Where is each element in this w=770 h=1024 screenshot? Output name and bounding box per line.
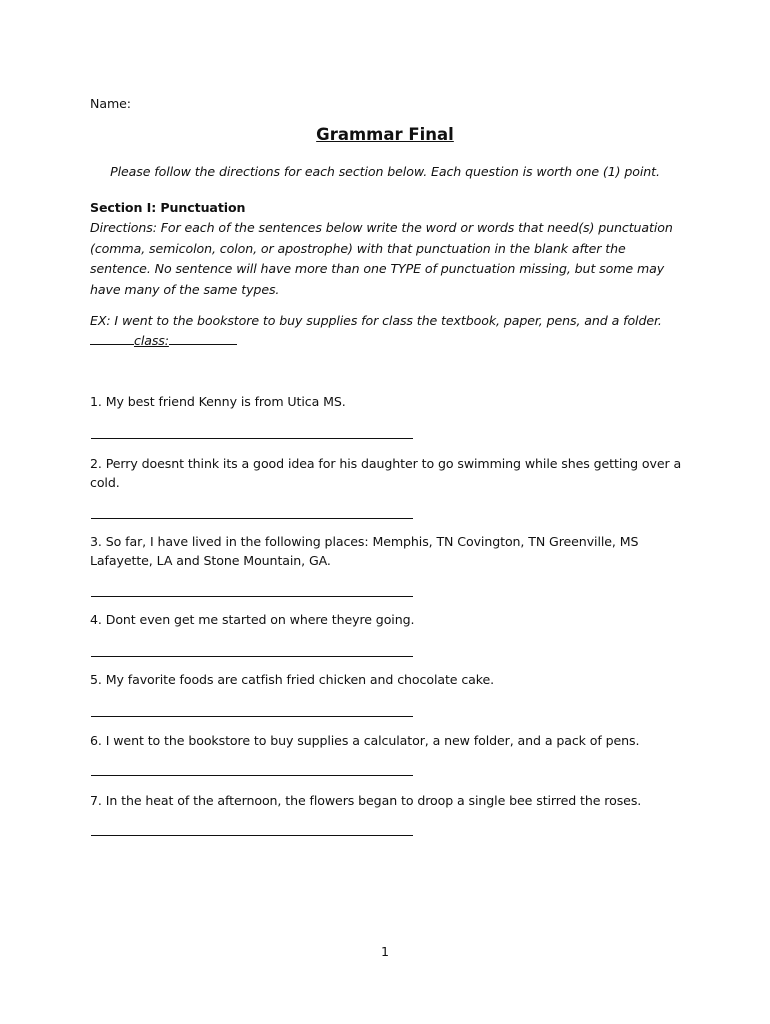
example-blank-post [169, 331, 237, 345]
question-4: 4. Dont even get me started on where theyre going. [90, 612, 415, 627]
question-2: 2. Perry doesnt think its a good idea for his daughter to go swimming while shes getting over a cold. [90, 456, 682, 490]
question-5: 5. My favorite foods are catfish fried chicken and chocolate cake. [90, 672, 495, 687]
example-answer-text: class: [134, 333, 169, 348]
example-blank-pre [90, 331, 134, 345]
answer-line-4[interactable] [91, 656, 413, 657]
question-7: 7. In the heat of the afternoon, the flowers began to droop a single bee stirred the roses. [90, 793, 642, 808]
question-3: 3. So far, I have lived in the following places: Memphis, TN Covington, TN Greenville, MS Lafayette, LA and Stone Mountain, GA. [90, 534, 639, 568]
answer-line-2[interactable] [91, 518, 413, 519]
section-heading: Section I: Punctuation [90, 200, 246, 215]
page-number: 1 [381, 944, 389, 959]
instructions-text: Please follow the directions for each section below. Each question is worth one (1) point. [110, 164, 660, 179]
answer-line-1[interactable] [91, 438, 413, 439]
question-6: 6. I went to the bookstore to buy supplies a calculator, a new folder, and a pack of pens. [90, 733, 640, 748]
example-answer [90, 331, 237, 350]
name-label: Name: [90, 96, 131, 111]
answer-line-6[interactable] [91, 775, 413, 776]
page-title: Grammar Final [316, 125, 454, 144]
example-sentence: EX: I went to the bookstore to buy supplies for class the textbook, paper, pens, and a folder. [90, 313, 662, 328]
answer-line-5[interactable] [91, 716, 413, 717]
directions-text: Directions: For each of the sentences below write the word or words that need(s) punctuation (comma, semicolon, colon, or apostrophe) with that punctuation in the blank after the sentence. No sentence will have more than one TYPE of punctuation missing, but some may have many of the same types. [90, 220, 673, 297]
question-1: 1. My best friend Kenny is from Utica MS. [90, 394, 346, 409]
answer-line-3[interactable] [91, 596, 413, 597]
answer-line-7[interactable] [91, 835, 413, 836]
